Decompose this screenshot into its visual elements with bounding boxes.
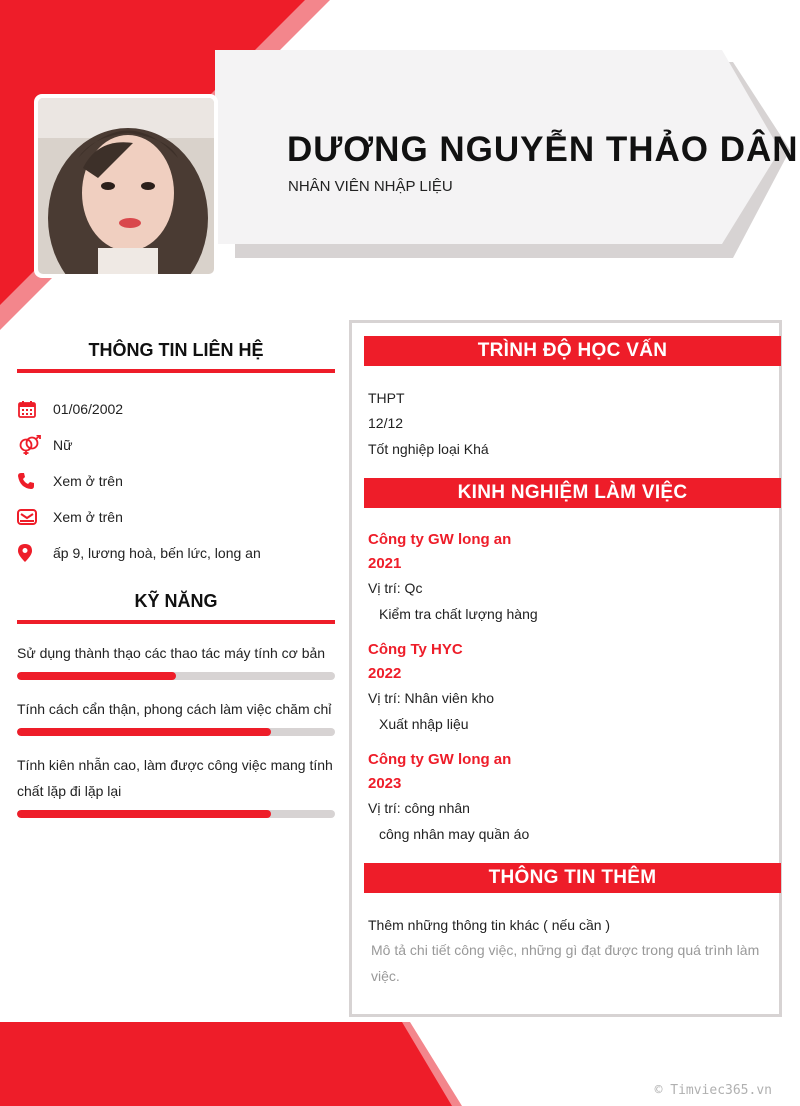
education-result: Tốt nghiệp loại Khá: [368, 441, 489, 457]
skill-level-bar: [17, 810, 335, 818]
skill-item: [17, 696, 335, 736]
experience-company: Công Ty HYC: [368, 641, 463, 658]
experience-role: Vị trí: Nhân viên kho: [368, 690, 495, 706]
extra-info-line: Thêm những thông tin khác ( nếu cần ): [368, 917, 611, 933]
contact-birthday: 01/06/2002: [53, 401, 124, 417]
experience-description: Kiểm tra chất lượng hàng: [379, 606, 538, 622]
contact-gender: Nữ: [53, 437, 73, 453]
experience-description: Xuất nhập liệu: [379, 716, 469, 732]
calendar-icon: [17, 399, 53, 419]
extra-info-description: Mô tả chi tiết công việc, những gì đạt được trong quá trình làm việc.: [371, 942, 760, 984]
experience-role: Vị trí: công nhân: [368, 800, 470, 816]
right-column: [349, 320, 782, 1017]
skill-level-fill: [17, 810, 271, 818]
skill-level-bar: [17, 728, 335, 736]
contact-item-birthday: [17, 391, 335, 427]
candidate-name: DƯƠNG NGUYỄN THẢO DÂN: [287, 130, 799, 169]
skill-item: [17, 640, 335, 680]
skill-level-fill: [17, 672, 176, 680]
contact-section-title: THÔNG TIN LIÊN HỆ: [17, 340, 335, 373]
experience-section-title: KINH NGHIỆM LÀM VIỆC: [364, 478, 781, 508]
experience-role: Vị trí: Qc: [368, 580, 423, 596]
experience-description: công nhân may quần áo: [379, 826, 530, 842]
gender-icon: [17, 435, 53, 455]
phone-icon: [17, 472, 53, 490]
contact-item-phone: [17, 463, 335, 499]
experience-company: Công ty GW long an: [368, 751, 512, 768]
skills-section-title: KỸ NĂNG: [17, 591, 335, 624]
skill-name: Tính kiên nhẫn cao, làm được công việc mang tính chất lặp đi lặp lại: [17, 757, 333, 799]
email-icon: [17, 508, 53, 526]
contact-phone: Xem ở trên: [53, 473, 123, 489]
experience-year: 2023: [368, 775, 402, 792]
contact-item-email: [17, 499, 335, 535]
contact-address: ấp 9, lương hoà, bến lức, long an: [53, 545, 261, 561]
avatar: [34, 94, 218, 278]
location-pin-icon: [17, 543, 53, 563]
skill-level-fill: [17, 728, 271, 736]
skill-name: Sử dụng thành thạo các thao tác máy tính cơ bản: [17, 645, 326, 661]
contact-item-address: [17, 535, 335, 571]
experience-year: 2021: [368, 555, 402, 572]
extra-info-section-title: THÔNG TIN THÊM: [364, 863, 781, 893]
skill-level-bar: [17, 672, 335, 680]
experience-year: 2022: [368, 665, 402, 682]
experience-company: Công ty GW long an: [368, 531, 512, 548]
skill-name: Tính cách cẩn thận, phong cách làm việc chăm chỉ: [17, 701, 332, 717]
education-grade: 12/12: [368, 415, 404, 431]
skill-item: [17, 752, 335, 818]
contact-item-gender: [17, 427, 335, 463]
left-column: [17, 340, 335, 818]
education-school: THPT: [368, 390, 405, 406]
contact-list: [17, 391, 335, 571]
copyright-watermark: © Timviec365.vn: [654, 1083, 772, 1098]
contact-email: Xem ở trên: [53, 509, 123, 525]
education-section-title: TRÌNH ĐỘ HỌC VẤN: [364, 336, 781, 366]
profile-photo: [38, 98, 214, 274]
candidate-position: NHÂN VIÊN NHẬP LIỆU: [288, 178, 453, 195]
